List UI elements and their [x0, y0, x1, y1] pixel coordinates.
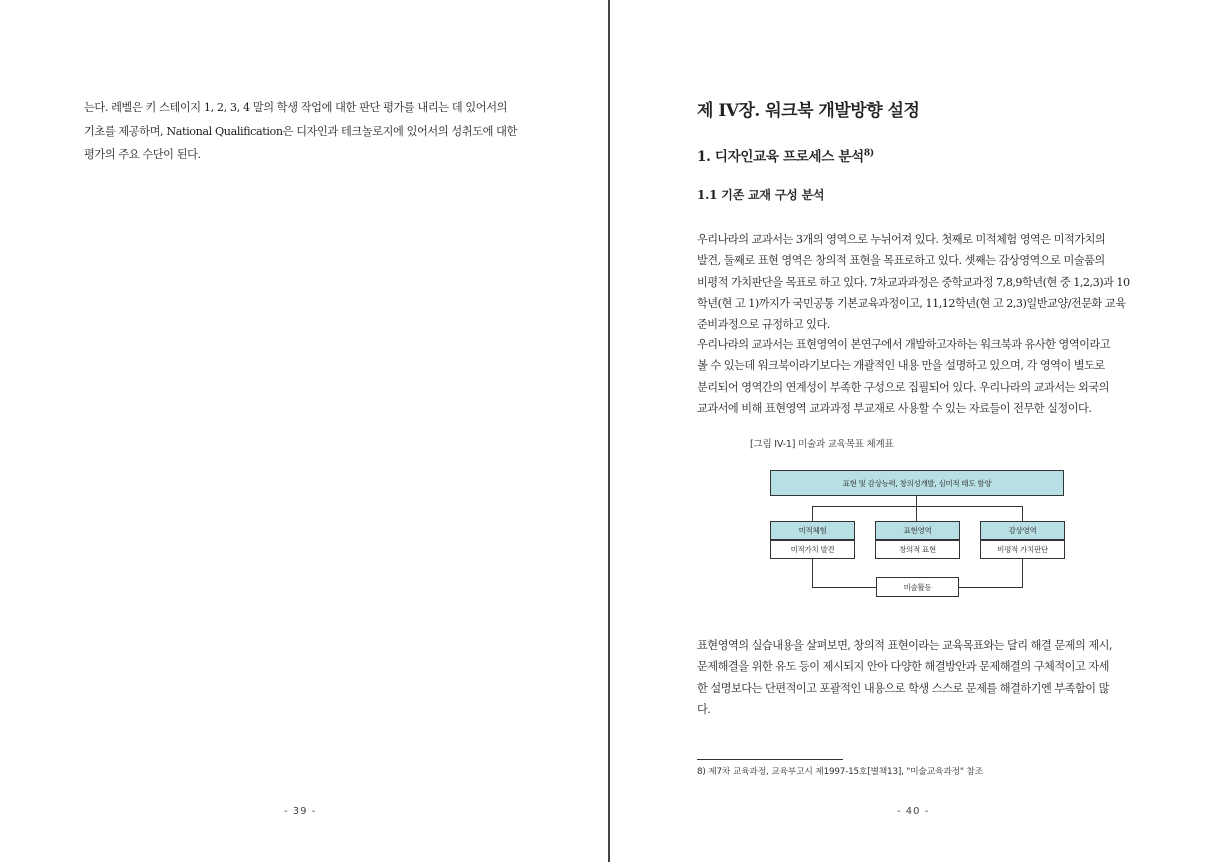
connector-line — [916, 506, 917, 521]
paragraph-line: 비평적 가치판단을 목표로 하고 있다. 7차교과과정은 중학교과정 7,8,9학년(현 중 1,2,3)과 10 — [697, 275, 1130, 289]
paragraph-line: 문제해결을 위한 유도 등이 제시되지 안아 다양한 해결방안과 문제해결의 구체적이고 자세 — [697, 660, 1109, 674]
figure-caption: [그림 IV-1] 미술과 교육목표 체계표 — [750, 439, 894, 450]
connector-line — [812, 506, 1023, 507]
paragraph-line: 한 설명보다는 단편적이고 포괄적인 내용으로 학생 스스로 문제를 해결하기엔 부족함이 많 — [697, 681, 1109, 695]
paragraph-line: 우리나라의 교과서는 3개의 영역으로 누뉘어져 있다. 첫째로 미적체험 영역은 미적가치의 — [697, 233, 1106, 246]
paragraph-3 — [697, 635, 1145, 720]
footnote-rule — [697, 759, 843, 760]
left-page — [0, 0, 608, 862]
paragraph-line: 교과서에 비해 표현영역 교과과정 부교재로 사용할 수 있는 자료들이 전무한 실정이다. — [697, 401, 1092, 415]
left-paragraph — [84, 96, 524, 167]
paragraph-line: 다. — [697, 702, 711, 716]
objectives-diagram — [760, 462, 1070, 602]
paragraph-line: 준비과정으로 규정하고 있다. — [697, 318, 830, 332]
paragraph-line: 표현영역의 실습내용을 살펴보면, 창의적 표현이라는 교육목표와는 달리 해결 문제의 제시, — [697, 639, 1112, 652]
paragraph-2 — [697, 334, 1145, 419]
footnote-mark: 8) — [863, 148, 874, 159]
domain-goal-box: 미적가치 발견 — [770, 540, 855, 559]
footnote: 8) 제7차 교육과정, 교육부고시 제1997-15호[별책13], "미술교육과정" 참조 — [697, 767, 983, 777]
domain-goal-box: 창의적 표현 — [875, 540, 960, 559]
section-heading — [697, 145, 874, 165]
left-paragraph-line: 평가의 주요 수단이 된다. — [84, 148, 201, 161]
paragraph-line: 발견, 둘째로 표현 영역은 창의적 표현을 목표로하고 있다. 셋째는 감상영역으로 미술품의 — [697, 254, 1105, 268]
connector-line — [812, 506, 813, 521]
connector-line — [812, 559, 813, 587]
chapter-title: 제 IV장. 워크북 개발방향 설정 — [697, 101, 920, 121]
paragraph-line: 우리나라의 교과서는 표현영역이 본연구에서 개발하고자하는 워크북과 유사한 영역이라고 — [697, 338, 1111, 351]
connector-line — [1022, 559, 1023, 587]
domain-name-box: 미적체험 — [770, 521, 855, 540]
paragraph-1 — [697, 229, 1145, 335]
left-paragraph-line: 는다. 레벨은 키 스테이지 1, 2, 3, 4 말의 학생 작업에 대한 판단 평가를 내리는 데 있어서의 — [84, 101, 508, 114]
section-title: 1. 디자인교육 프로세스 분석 — [697, 149, 864, 165]
paragraph-line: 볼 수 있는데 워크북이라기보다는 개괄적인 내용 만을 설명하고 있으며, 각 영역이 별도로 — [697, 359, 1105, 373]
connector-line — [916, 496, 917, 506]
connector-line — [812, 587, 876, 588]
connector-line — [1022, 506, 1023, 521]
right-page — [610, 0, 1218, 862]
paragraph-line: 학년(현 고 1)까지가 국민공통 기본교육과정이고, 11,12학년(현 고 2,3)일반교양/전문화 교육 — [697, 296, 1126, 310]
connector-line — [959, 587, 1023, 588]
domain-name-box: 감상영역 — [980, 521, 1065, 540]
domain-name-box: 표현영역 — [875, 521, 960, 540]
diagram-top-box: 표현 및 감상능력, 창의성개발, 심미적 태도 함양 — [770, 470, 1064, 496]
diagram-bottom-box: 미술활동 — [876, 577, 959, 597]
subsection-title: 1.1 기존 교재 구성 분석 — [697, 188, 825, 202]
paragraph-line: 분리되어 영역간의 연계성이 부족한 구성으로 집필되어 있다. 우리나라의 교과서는 외국의 — [697, 380, 1109, 394]
right-page-number: - 40 - — [897, 806, 930, 817]
domain-goal-box: 비평적 가치판단 — [980, 540, 1065, 559]
left-page-number: - 39 - — [284, 806, 317, 817]
left-paragraph-line: 기초를 제공하며, National Qualification은 디자인과 테크놀로지에 있어서의 성취도에 대한 — [84, 124, 517, 138]
